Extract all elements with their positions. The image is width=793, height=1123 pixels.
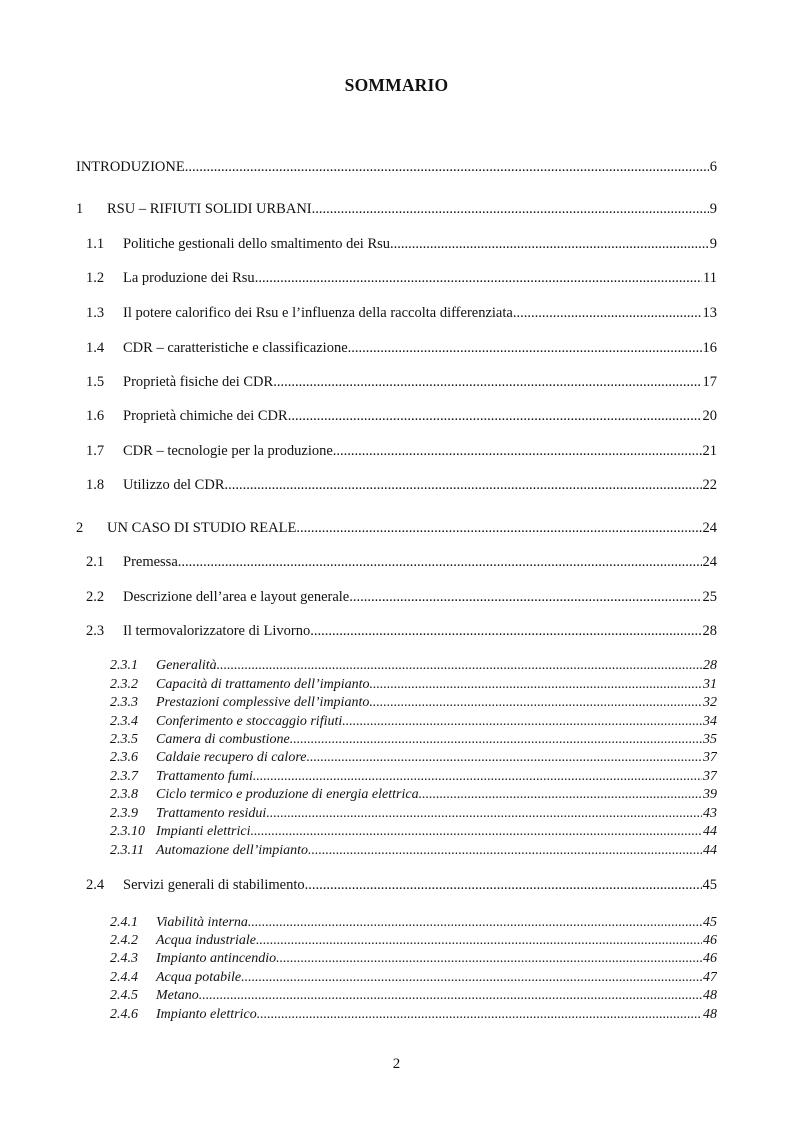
toc-entry-page: 44 bbox=[703, 824, 717, 839]
toc-entry-title: Acqua industriale bbox=[156, 933, 256, 948]
leader-dots bbox=[253, 768, 702, 786]
toc-entry-number: 2.3.9 bbox=[110, 806, 138, 821]
toc-entry-chapter-2[interactable] bbox=[76, 517, 717, 539]
toc-entry-title: Trattamento fumi bbox=[156, 769, 253, 784]
toc-entry-subsection[interactable] bbox=[110, 987, 717, 1005]
leader-dots bbox=[312, 198, 709, 220]
toc-entry-number: 1.3 bbox=[86, 305, 105, 321]
toc-entry-page: 20 bbox=[702, 408, 717, 424]
toc-entry-number: 2.4.2 bbox=[110, 933, 138, 948]
toc-entry-page: 16 bbox=[702, 340, 717, 356]
leader-dots bbox=[255, 267, 702, 289]
leader-dots bbox=[266, 805, 702, 823]
toc-entry-subsection[interactable] bbox=[110, 657, 717, 675]
toc-entry-page: 9 bbox=[709, 236, 717, 252]
toc-entry-title: Impianto elettrico bbox=[156, 1007, 257, 1022]
toc-entry-title: Generalità bbox=[156, 658, 217, 673]
toc-entry-page: 46 bbox=[703, 951, 717, 966]
toc-entry-number: 1.8 bbox=[86, 477, 105, 493]
toc-entry-title: La produzione dei Rsu bbox=[123, 270, 255, 286]
leader-dots bbox=[349, 586, 701, 608]
toc-entry-page: 47 bbox=[703, 970, 717, 985]
toc-entry-page: 25 bbox=[702, 589, 717, 605]
toc-entry-subsection[interactable] bbox=[110, 932, 717, 950]
leader-dots bbox=[310, 620, 701, 642]
toc-entry-title: Politiche gestionali dello smaltimento dei Rsu bbox=[123, 236, 391, 252]
toc-entry-page: 35 bbox=[703, 732, 717, 747]
toc-entry-section[interactable] bbox=[86, 440, 717, 462]
toc-entry-page: 37 bbox=[703, 769, 717, 784]
toc-entry-number: 2.4.6 bbox=[110, 1007, 138, 1022]
toc-entry-section[interactable] bbox=[86, 474, 717, 496]
leader-dots bbox=[276, 950, 702, 968]
leader-dots bbox=[342, 713, 702, 731]
toc-entry-title: Capacità di trattamento dell’impianto bbox=[156, 677, 370, 692]
toc-entry-title: Premessa bbox=[123, 554, 178, 570]
toc-entry-page: 31 bbox=[703, 677, 717, 692]
toc-entry-number: 1.6 bbox=[86, 408, 105, 424]
leader-dots bbox=[199, 987, 702, 1005]
toc-entry-title: Impianto antincendio bbox=[156, 951, 277, 966]
leader-dots bbox=[290, 731, 702, 749]
toc-entry-subsection[interactable] bbox=[110, 713, 717, 731]
toc-entry-number: 1.7 bbox=[86, 443, 105, 459]
leader-dots bbox=[419, 786, 702, 804]
toc-entry-page: 21 bbox=[702, 443, 717, 459]
toc-entry-introduzione[interactable] bbox=[76, 156, 717, 178]
toc-entry-title: Acqua potabile bbox=[156, 970, 242, 985]
page-number: 2 bbox=[392, 1056, 401, 1072]
toc-entry-number: 2.3.3 bbox=[110, 695, 138, 710]
toc-entry-number: 2.4.4 bbox=[110, 970, 138, 985]
toc-entry-title: Metano bbox=[156, 988, 199, 1003]
toc-entry-page: 22 bbox=[702, 477, 717, 493]
toc-entry-title: Descrizione dell’area e layout generale bbox=[123, 589, 350, 605]
toc-entry-page: 43 bbox=[703, 806, 717, 821]
toc-entry-subsection[interactable] bbox=[110, 1006, 717, 1024]
toc-entry-page: 13 bbox=[702, 305, 717, 321]
toc-entry-number: 1.4 bbox=[86, 340, 105, 356]
toc-entry-section[interactable] bbox=[86, 337, 717, 359]
toc-entry-page: 11 bbox=[703, 270, 717, 286]
toc-entry-number: 1.1 bbox=[86, 236, 105, 252]
toc-entry-number: 2.3.11 bbox=[110, 843, 144, 858]
toc-entry-number: 2 bbox=[76, 520, 84, 536]
toc-entry-page: 24 bbox=[702, 520, 717, 536]
leader-dots bbox=[513, 302, 702, 324]
toc-entry-title: Ciclo termico e produzione di energia elettrica bbox=[156, 787, 419, 802]
toc-entry-number: 2.3 bbox=[86, 623, 105, 639]
toc-entry-page: 48 bbox=[703, 1007, 717, 1022]
leader-dots bbox=[369, 694, 702, 712]
toc-entry-page: 24 bbox=[702, 554, 717, 570]
toc-entry-subsection[interactable] bbox=[110, 914, 717, 932]
leader-dots bbox=[178, 551, 702, 573]
leader-dots bbox=[306, 749, 702, 767]
toc-entry-subsection[interactable] bbox=[110, 731, 717, 749]
toc-entry-section[interactable] bbox=[86, 620, 717, 642]
toc-entry-page: 48 bbox=[703, 988, 717, 1003]
toc-entry-number: 2.2 bbox=[86, 589, 105, 605]
toc-entry-number: 1.5 bbox=[86, 374, 105, 390]
toc-entry-number: 1 bbox=[76, 201, 84, 217]
leader-dots bbox=[248, 914, 702, 932]
toc-entry-number: 2.3.1 bbox=[110, 658, 138, 673]
toc-entry-title: Impianti elettrici bbox=[156, 824, 251, 839]
toc-entry-number: 2.3.4 bbox=[110, 714, 138, 729]
toc-entry-number: 2.4.3 bbox=[110, 951, 138, 966]
toc-entry-title: Utilizzo del CDR bbox=[123, 477, 225, 493]
toc-entry-page: 44 bbox=[703, 843, 717, 858]
page-title: SOMMARIO bbox=[344, 75, 449, 95]
toc-entry-title: Caldaie recupero di calore bbox=[156, 750, 307, 765]
toc-entry-title: Servizi generali di stabilimento bbox=[123, 877, 305, 893]
toc-entry-page: 45 bbox=[703, 915, 717, 930]
toc-entry-title: UN CASO DI STUDIO REALE bbox=[107, 520, 297, 536]
toc-entry-title: Automazione dell’impianto bbox=[156, 843, 309, 858]
toc-entry-chapter-1[interactable] bbox=[76, 198, 717, 220]
toc-entry-page: 28 bbox=[702, 623, 717, 639]
toc-entry-page: 9 bbox=[709, 201, 717, 217]
toc-entry-page: 37 bbox=[703, 750, 717, 765]
toc-entry-number: 2.3.7 bbox=[110, 769, 138, 784]
toc-entry-subsection[interactable] bbox=[110, 805, 717, 823]
toc-entry-page: 17 bbox=[702, 374, 717, 390]
leader-dots bbox=[241, 969, 702, 987]
leader-dots bbox=[296, 517, 701, 539]
toc-entry-number: 2.3.2 bbox=[110, 677, 138, 692]
toc-entry-number: 2.3.6 bbox=[110, 750, 138, 765]
toc-entry-section[interactable] bbox=[86, 874, 717, 896]
toc-entry-page: 34 bbox=[703, 714, 717, 729]
leader-dots bbox=[288, 405, 702, 427]
toc-entry-title: RSU – RIFIUTI SOLIDI URBANI bbox=[107, 201, 312, 217]
leader-dots bbox=[256, 932, 702, 950]
toc-entry-title: CDR – caratteristiche e classificazione bbox=[123, 340, 348, 356]
leader-dots bbox=[225, 474, 702, 496]
toc-entry-title: Trattamento residui bbox=[156, 806, 267, 821]
leader-dots bbox=[370, 676, 703, 694]
toc-entry-title: Proprietà chimiche dei CDR bbox=[123, 408, 288, 424]
toc-entry-page: 6 bbox=[709, 159, 717, 175]
toc-entry-subsection[interactable] bbox=[110, 823, 717, 841]
toc-entry-section[interactable] bbox=[86, 371, 717, 393]
toc-entry-page: 45 bbox=[702, 877, 717, 893]
leader-dots bbox=[390, 233, 709, 255]
toc-entry-section[interactable] bbox=[86, 267, 717, 289]
leader-dots bbox=[308, 842, 702, 860]
toc-entry-subsection[interactable] bbox=[110, 842, 717, 860]
toc-entry-page: 46 bbox=[703, 933, 717, 948]
toc-entry-number: 2.1 bbox=[86, 554, 105, 570]
leader-dots bbox=[257, 1006, 702, 1024]
leader-dots bbox=[273, 371, 701, 393]
toc-entry-title: INTRODUZIONE bbox=[76, 159, 185, 175]
toc-entry-page: 32 bbox=[703, 695, 717, 710]
toc-entry-title: Il potere calorifico dei Rsu e l’influenza della raccolta differenziata bbox=[123, 305, 513, 321]
toc-entry-number: 2.3.10 bbox=[110, 824, 145, 839]
toc-entry-section[interactable] bbox=[86, 405, 717, 427]
toc-entry-title: Camera di combustione bbox=[156, 732, 290, 747]
toc-entry-number: 2.4 bbox=[86, 877, 105, 893]
leader-dots bbox=[217, 657, 702, 675]
toc-entry-subsection[interactable] bbox=[110, 676, 717, 694]
toc-entry-number: 2.3.5 bbox=[110, 732, 138, 747]
leader-dots bbox=[185, 156, 709, 178]
toc-entry-section[interactable] bbox=[86, 302, 717, 324]
toc-entry-subsection[interactable] bbox=[110, 969, 717, 987]
leader-dots bbox=[305, 874, 702, 896]
toc-entry-number: 1.2 bbox=[86, 270, 105, 286]
leader-dots bbox=[348, 337, 702, 359]
toc-entry-title: Proprietà fisiche dei CDR bbox=[123, 374, 274, 390]
toc-entry-section[interactable] bbox=[86, 586, 717, 608]
leader-dots bbox=[250, 823, 702, 841]
toc-entry-page: 39 bbox=[703, 787, 717, 802]
toc-entry-number: 2.3.8 bbox=[110, 787, 138, 802]
toc-entry-subsection[interactable] bbox=[110, 749, 717, 767]
toc-entry-subsection[interactable] bbox=[110, 694, 717, 712]
toc-entry-subsection[interactable] bbox=[110, 768, 717, 786]
toc-entry-subsection[interactable] bbox=[110, 786, 717, 804]
leader-dots bbox=[333, 440, 702, 462]
toc-entry-page: 28 bbox=[703, 658, 717, 673]
toc-entry-title: Viabilità interna bbox=[156, 915, 248, 930]
toc-entry-title: CDR – tecnologie per la produzione bbox=[123, 443, 333, 459]
toc-entry-section[interactable] bbox=[86, 551, 717, 573]
toc-entry-number: 2.4.5 bbox=[110, 988, 138, 1003]
toc-entry-section[interactable] bbox=[86, 233, 717, 255]
toc-entry-subsection[interactable] bbox=[110, 950, 717, 968]
toc-entry-number: 2.4.1 bbox=[110, 915, 138, 930]
toc-entry-title: Prestazioni complessive dell’impianto bbox=[156, 695, 370, 710]
toc-entry-title: Conferimento e stoccaggio rifiuti bbox=[156, 714, 343, 729]
toc-entry-title: Il termovalorizzatore di Livorno bbox=[123, 623, 311, 639]
